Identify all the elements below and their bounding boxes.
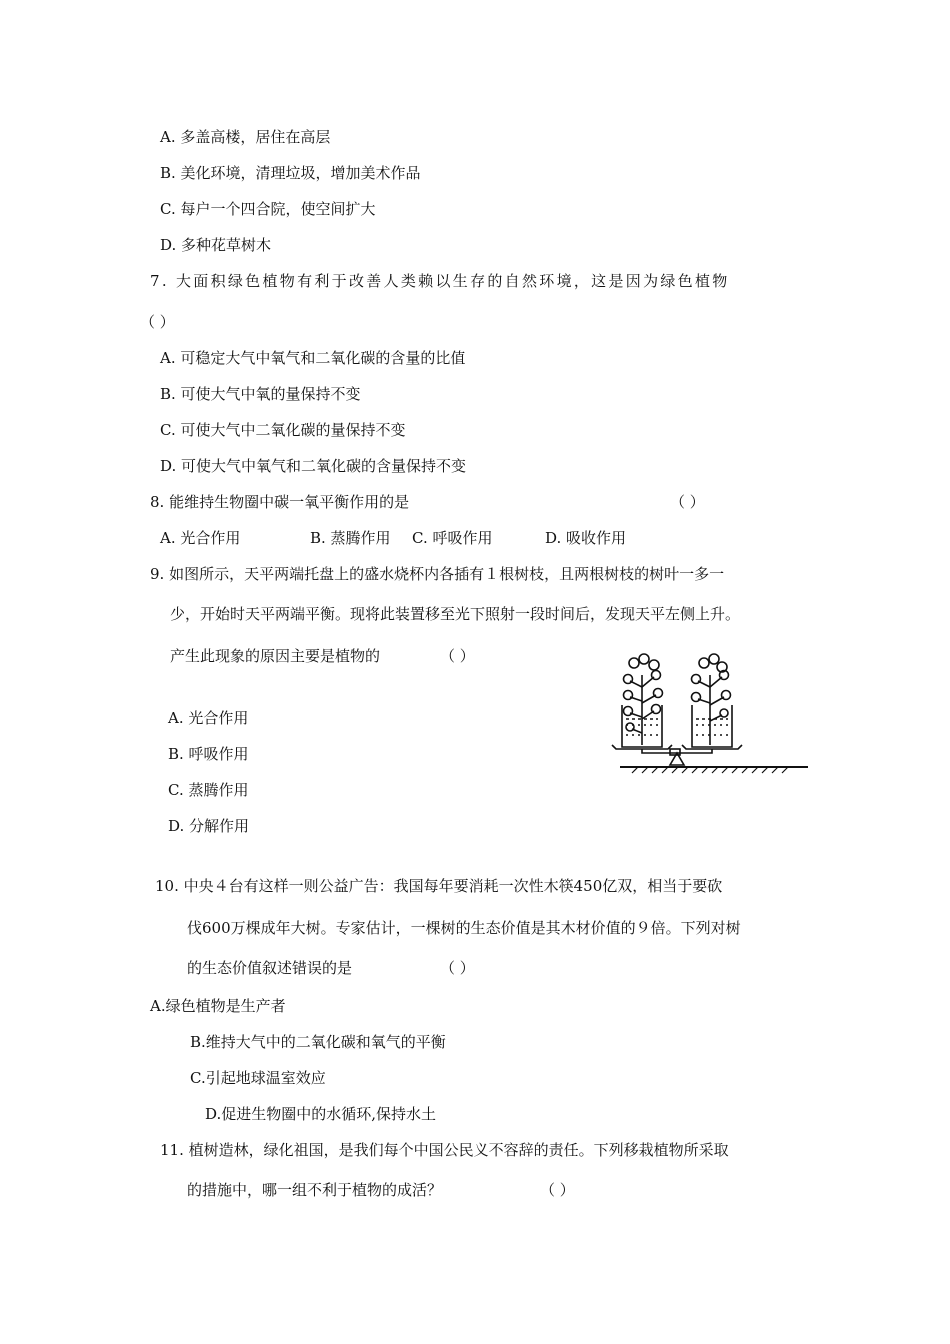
q8-answer-bracket: （ ） [670, 493, 705, 511]
q10-option-b: B.维持大气中的二氧化碳和氧气的平衡 [190, 1033, 446, 1051]
q11-answer-bracket: （ ） [540, 1181, 575, 1199]
q9-option-c: C. 蒸腾作用 [168, 781, 249, 799]
q6-option-a: A. 多盖高楼，居住在高层 [160, 128, 331, 146]
q8-stem: 8. 能维持生物圈中碳一氧平衡作用的是 [150, 493, 410, 511]
q8-option-c: C. 呼吸作用 [412, 529, 493, 547]
q9-option-d: D. 分解作用 [168, 817, 250, 835]
q9-answer-bracket: （ ） [440, 647, 475, 665]
q7-option-b: B. 可使大气中氧的量保持不变 [160, 385, 361, 403]
q7-answer-bracket: （ ） [140, 313, 175, 331]
q10-stem-line1: 10. 中央４台有这样一则公益广告：我国每年要消耗一次性木筷450亿双，相当于要砍 [155, 877, 723, 895]
q8-option-d: D. 吸收作用 [545, 529, 627, 547]
q8-option-a: A. 光合作用 [160, 529, 241, 547]
balance-figure [610, 645, 815, 780]
q9-stem-line1: 9. 如图所示，天平两端托盘上的盛水烧杯内各插有１根树枝，且两根树枝的树叶一多一 [150, 565, 725, 583]
q11-stem-line1: 11. 植树造林，绿化祖国，是我们每个中国公民义不容辞的责任。下列移栽植物所采取 [160, 1141, 729, 1159]
q10-option-a: A.绿色植物是生产者 [150, 997, 286, 1015]
right-branch-icon [692, 654, 731, 745]
q10-stem-line2: 伐600万棵成年大树。专家估计，一棵树的生态价值是其木材价值的９倍。下列对树 [187, 919, 741, 937]
q10-option-c: C.引起地球温室效应 [190, 1069, 326, 1087]
q7-option-a: A. 可稳定大气中氧气和二氧化碳的含量的比值 [160, 349, 466, 367]
q6-option-c: C. 每户一个四合院，使空间扩大 [160, 200, 376, 218]
q10-answer-bracket: （ ） [440, 959, 475, 977]
q7-option-c: C. 可使大气中二氧化碳的量保持不变 [160, 421, 406, 439]
right-beaker-icon [692, 705, 732, 747]
q6-option-d: D. 多种花草树木 [160, 236, 272, 254]
left-branch-icon [624, 654, 663, 745]
q9-stem-line2: 少，开始时天平两端平衡。现将此装置移至光下照射一段时间后，发现天平左侧上升。 [170, 605, 741, 623]
q9-stem-line3: 产生此现象的原因主要是植物的 [170, 647, 381, 665]
q8-option-b: B. 蒸腾作用 [310, 529, 391, 547]
q7-option-d: D. 可使大气中氧气和二氧化碳的含量保持不变 [160, 457, 467, 475]
q10-option-d: D.促进生物圈中的水循环,保持水土 [205, 1105, 437, 1123]
q11-stem-line2: 的措施中，哪一组不利于植物的成活？ [187, 1181, 443, 1199]
q9-option-b: B. 呼吸作用 [168, 745, 249, 763]
q10-stem-line3: 的生态价值叙述错误的是 [187, 959, 353, 977]
q7-stem: 7. 大面积绿色植物有利于改善人类赖以生存的自然环境，这是因为绿色植物 [150, 272, 730, 290]
q6-option-b: B. 美化环境，清理垃圾，增加美术作品 [160, 164, 421, 182]
q9-option-a: A. 光合作用 [168, 709, 249, 727]
